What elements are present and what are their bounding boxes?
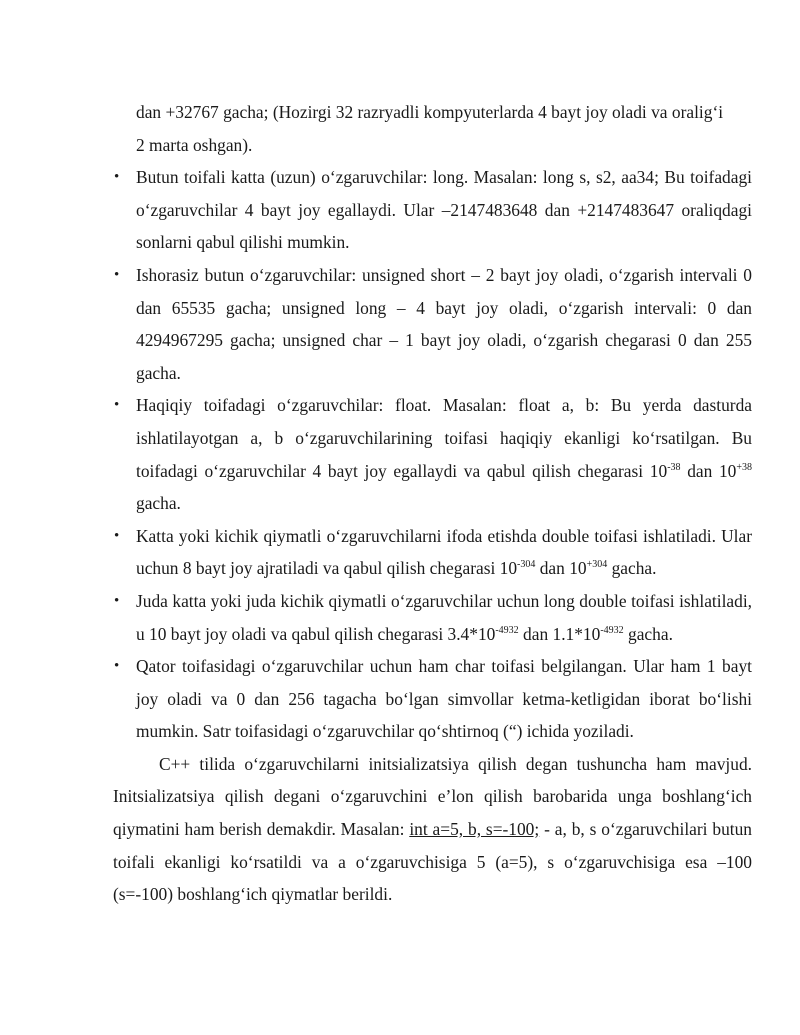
list-item-text: gacha. (136, 493, 181, 514)
exponent: -304 (517, 559, 536, 571)
list-item-text: dan 10 (680, 460, 737, 481)
exponent: +38 (736, 461, 752, 473)
bullet-icon: • (114, 658, 120, 675)
list-item-text: dan 1.1*10 (518, 623, 601, 644)
page-body (113, 96, 752, 911)
list-item (114, 520, 752, 585)
list-item-text: Katta yoki kichik qiymatli o‘zgaruvchilarni ifoda etishda double toifasi ishlatiladi. Ular uchun 8 bayt joy ajratiladi va qabul qilish chegarasi 10 (136, 525, 752, 579)
exponent: -4932 (495, 624, 519, 636)
list-item (114, 650, 752, 748)
list-item (114, 585, 752, 650)
code-example: int a=5, b, s=-100; (409, 819, 540, 840)
exponent: -38 (667, 461, 681, 473)
bullet-icon: • (114, 527, 120, 544)
body-paragraph (113, 748, 752, 911)
list-item-text: Ishorasiz butun o‘zgaruvchilar: unsigned short – 2 bayt joy oladi, o‘zgarish intervali 0 dan 65535 gacha; unsigned long – 4 bayt joy oladi, o‘zgarish intervali: 0 dan 4294967295 gacha; unsigned char – 1 bayt joy oladi, o‘zgarish chegarasi 0 dan 255 gacha. (136, 264, 752, 383)
list-item (114, 259, 752, 389)
bullet-icon: • (114, 266, 120, 283)
exponent: -4932 (600, 624, 624, 636)
list-item-text: gacha. (607, 558, 657, 579)
list-item (114, 389, 752, 519)
list-item-text: dan 10 (535, 558, 587, 579)
list-item-text: Butun toifali katta (uzun) o‘zgaruvchilar: long. Masalan: long s, s2, aa34; Bu toifadagi o‘zgaruvchilar 4 bayt joy egallaydi. Ular –2147483648 dan +2147483647 oraliqdagi sonlarni qabul qilishi mumkin. (136, 167, 752, 253)
bullet-icon: • (114, 397, 120, 414)
continued-line: dan +32767 gacha; (Hozirgi 32 razryadli kompyuterlarda 4 bayt joy oladi va oralig‘i (136, 102, 724, 122)
paragraph-text: - a, b, s o‘zgaruvchilari butun toifali ekanligi ko‘rsatildi va a o‘zgaruvchisiga 5 (a=5), s o‘zgaruvchisiga esa –100 (s=-100) boshlang‘ich qiymatlar berildi. (113, 819, 752, 905)
bullet-icon: • (114, 169, 120, 186)
list-item-text: gacha. (623, 623, 673, 644)
list-item (114, 161, 752, 259)
exponent: +304 (586, 559, 608, 571)
list-item-text: Haqiqiy toifadagi o‘zgaruvchilar: float. Masalan: float a, b: Bu yerda dasturda ishlatilayotgan a, b o‘zgaruvchilarining toifasi haqiqiy ekanligi ko‘rsatilgan. Bu toifadagi o‘zgaruvchilar 4 bayt joy egallaydi va qabul qilish chegarasi 10 (136, 395, 752, 481)
bullet-icon: • (114, 592, 120, 609)
list-item-text: Qator toifasidagi o‘zgaruvchilar uchun ham char toifasi belgilangan. Ular ham 1 bayt joy oladi va 0 dan 256 tagacha bo‘lgan simvollar ketma-ketligidan iborat bo‘lishi mumkin. Satr toifasidagi o‘zgaruvchilar qo‘shtirnoq (“) ichida yoziladi. (136, 656, 752, 742)
continued-line: 2 marta oshgan). (136, 134, 253, 155)
paragraph-text: C++ tilida o‘zgaruvchilarni initsializatsiya qilish degan tushuncha ham mavjud. Initsializatsiya qilish degani o‘zgaruvchini e’lon qilish barobarida unga boshlang‘ich qiymatini ham berish demakdir. Masalan: (113, 753, 752, 840)
list-item-text: Juda katta yoki juda kichik qiymatli o‘zgaruvchilar uchun long double toifasi ishlatiladi, u 10 bayt joy oladi va qabul qilish chegarasi 3.4*10 (136, 590, 752, 644)
continued-text (136, 96, 752, 161)
